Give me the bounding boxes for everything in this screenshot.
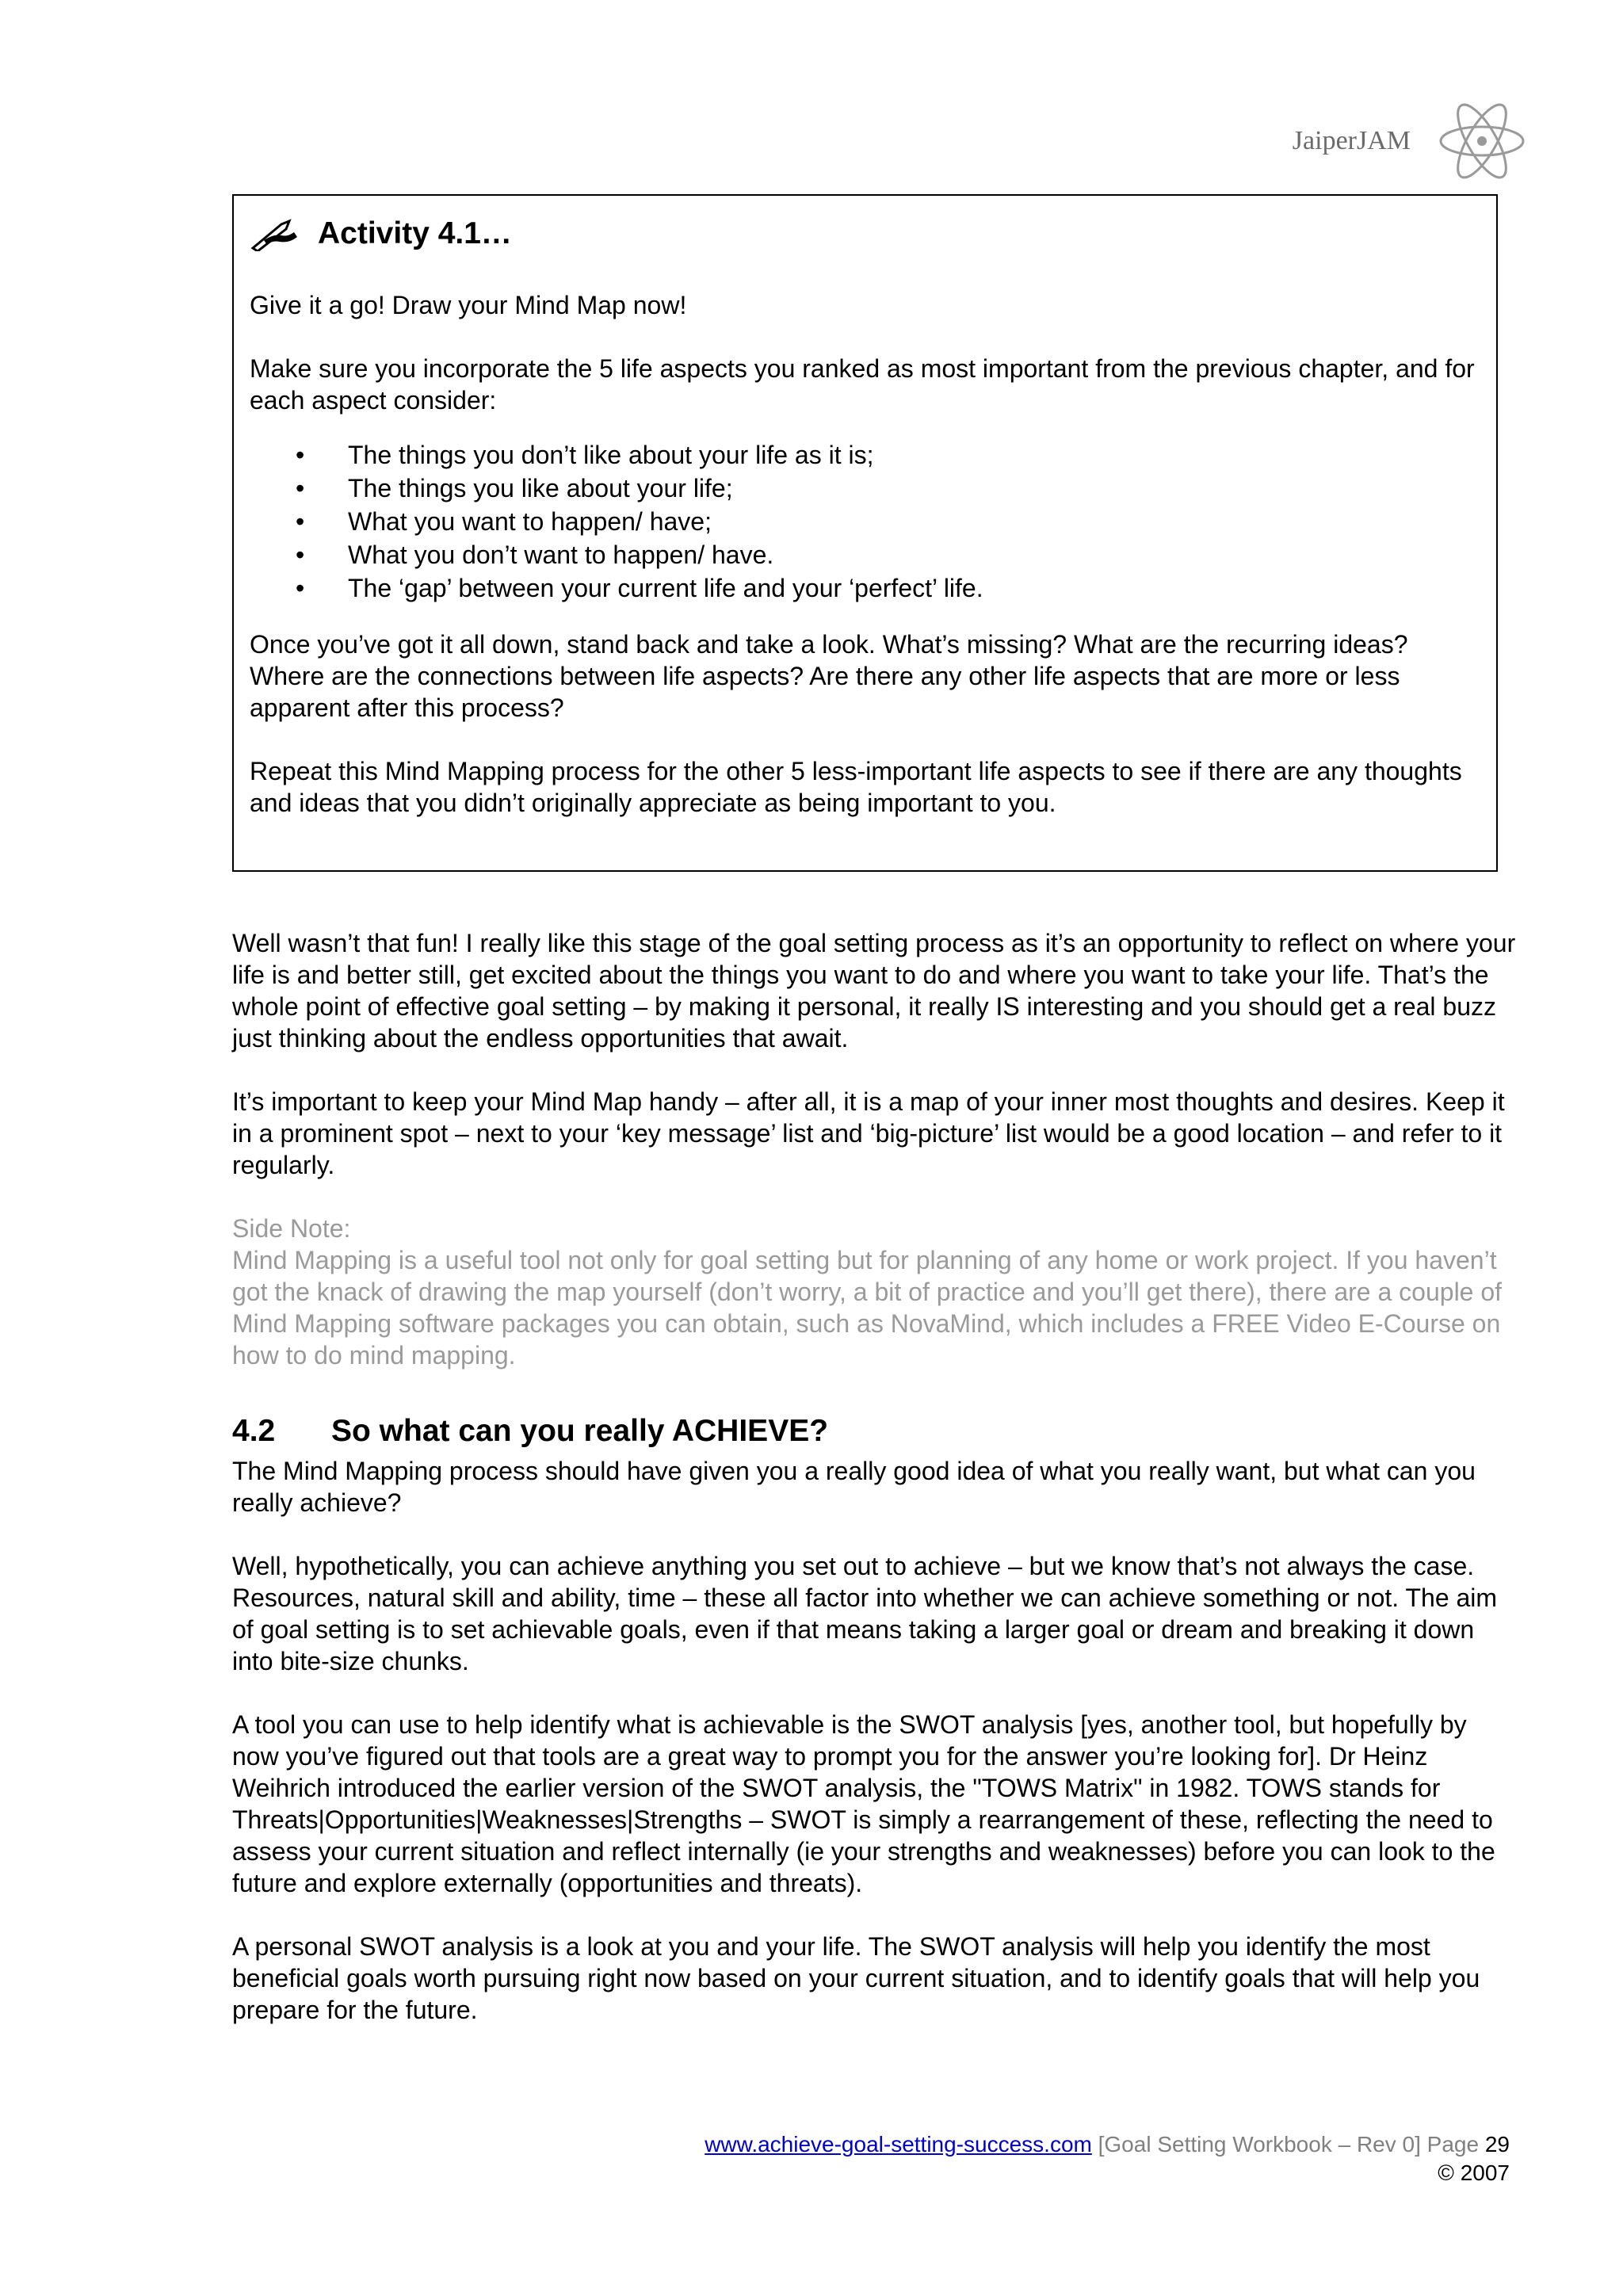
list-item: • What you don’t want to happen/ have. — [250, 538, 1480, 571]
section-number: 4.2 — [232, 1414, 276, 1448]
side-note-label: Side Note: — [232, 1214, 351, 1243]
section-heading — [232, 1414, 1516, 1449]
body-paragraph-4: Well, hypothetically, you can achieve anything you set out to achieve – but we know that’s not always the case. Resources, natural skill and ability, time – these all factor into whether we can achieve something or not. The aim of goal setting is to set achievable goals, even if that means taking a larger goal or dream and breaking it down into bite-size chunks. — [232, 1552, 1498, 1675]
activity-box — [232, 194, 1498, 872]
activity-bullet-list — [250, 438, 1480, 605]
activity-repeat: Repeat this Mind Mapping process for the other 5 less-important life aspects to see if there are any thoughts and ideas that you didn’t originally appreciate as being important to you. — [250, 757, 1462, 817]
activity-content — [250, 289, 1480, 819]
activity-title: Activity 4.1… — [318, 216, 512, 250]
atom-logo-icon — [1434, 101, 1529, 181]
footer-website-link[interactable]: www.achieve-goal-setting-success.com — [705, 2132, 1092, 2157]
activity-intro: Give it a go! Draw your Mind Map now! — [250, 291, 687, 319]
footer-page-label: Page — [1426, 2132, 1480, 2157]
main-content — [232, 927, 1516, 2026]
list-item: • The things you don’t like about your life as it is; — [250, 438, 1480, 472]
body-paragraph-5: A tool you can use to help identify what is achievable is the SWOT analysis [yes, another tool, but hopefully by now you’ve figured out that tools are a great way to prompt you for the answer you’re looking for]. Dr Heinz Weihrich introduced the earlier version of the SWOT analysis, the "TOWS Matrix" in 1982. TOWS stands for Threats|Opportunities|Weaknesses|Strengths – SWOT is simply a rearrangement of these, reflecting the need to assess your current situation and reflect internally (ie your strengths and weaknesses) before you can look to the future and explore externally (opportunities and threats). — [232, 1710, 1495, 1897]
activity-title-row — [250, 216, 1480, 251]
body-paragraph-2: It’s important to keep your Mind Map handy – after all, it is a map of your inner most thoughts and desires. Keep it in a prominent spot – next to your ‘key message’ list and ‘big-picture’ list would be a good location – and refer to it regularly. — [232, 1087, 1505, 1179]
logo-text: JaiperJAM — [1292, 126, 1411, 155]
activity-reflection: Once you’ve got it all down, stand back and take a look. What’s missing? What are the recurring ideas? Where are the connections between life aspects? Are there any other life aspects that are more or less apparent after this process? — [250, 630, 1408, 722]
footer-line — [705, 2130, 1510, 2159]
section-title: So what can you really ACHIEVE? — [331, 1414, 829, 1448]
footer-workbook-label: [Goal Setting Workbook – Rev 0] — [1098, 2132, 1421, 2157]
activity-instruction: Make sure you incorporate the 5 life aspects you ranked as most important from the previous chapter, and for each aspect consider: — [250, 354, 1475, 415]
body-paragraph-3: The Mind Mapping process should have given you a really good idea of what you really want, but what can you really achieve? — [232, 1457, 1476, 1517]
footer-copyright: © 2007 — [1438, 2160, 1510, 2185]
list-item: • The ‘gap’ between your current life and your ‘perfect’ life. — [250, 571, 1480, 605]
writing-hand-icon — [250, 216, 300, 251]
footer-page-number: 29 — [1484, 2132, 1510, 2157]
page-footer — [705, 2130, 1510, 2187]
side-note-text: Mind Mapping is a useful tool not only for goal setting but for planning of any home or work project. If you haven’t got the knack of drawing the map yourself (don’t worry, a bit of practice and you’ll get there), there are a couple of Mind Mapping software packages you can obtain, such as NovaMind, which includes a FREE Video E-Course on how to do mind mapping. — [232, 1246, 1503, 1370]
list-item: • The things you like about your life; — [250, 472, 1480, 505]
list-item: • What you want to happen/ have; — [250, 505, 1480, 538]
side-note — [232, 1213, 1516, 1371]
body-paragraph-6: A personal SWOT analysis is a look at you and your life. The SWOT analysis will help you identify the most beneficial goals worth pursuing right now based on your current situation, and to identify goals that will help you prepare for the future. — [232, 1932, 1480, 2024]
body-paragraph-1: Well wasn’t that fun! I really like this stage of the goal setting process as it’s an opportunity to reflect on where your life is and better still, get excited about the things you want to do and where you want to take your life. That’s the whole point of effective goal setting – by making it personal, it really IS interesting and you should get a real buzz just thinking about the endless opportunities that await. — [232, 929, 1516, 1052]
